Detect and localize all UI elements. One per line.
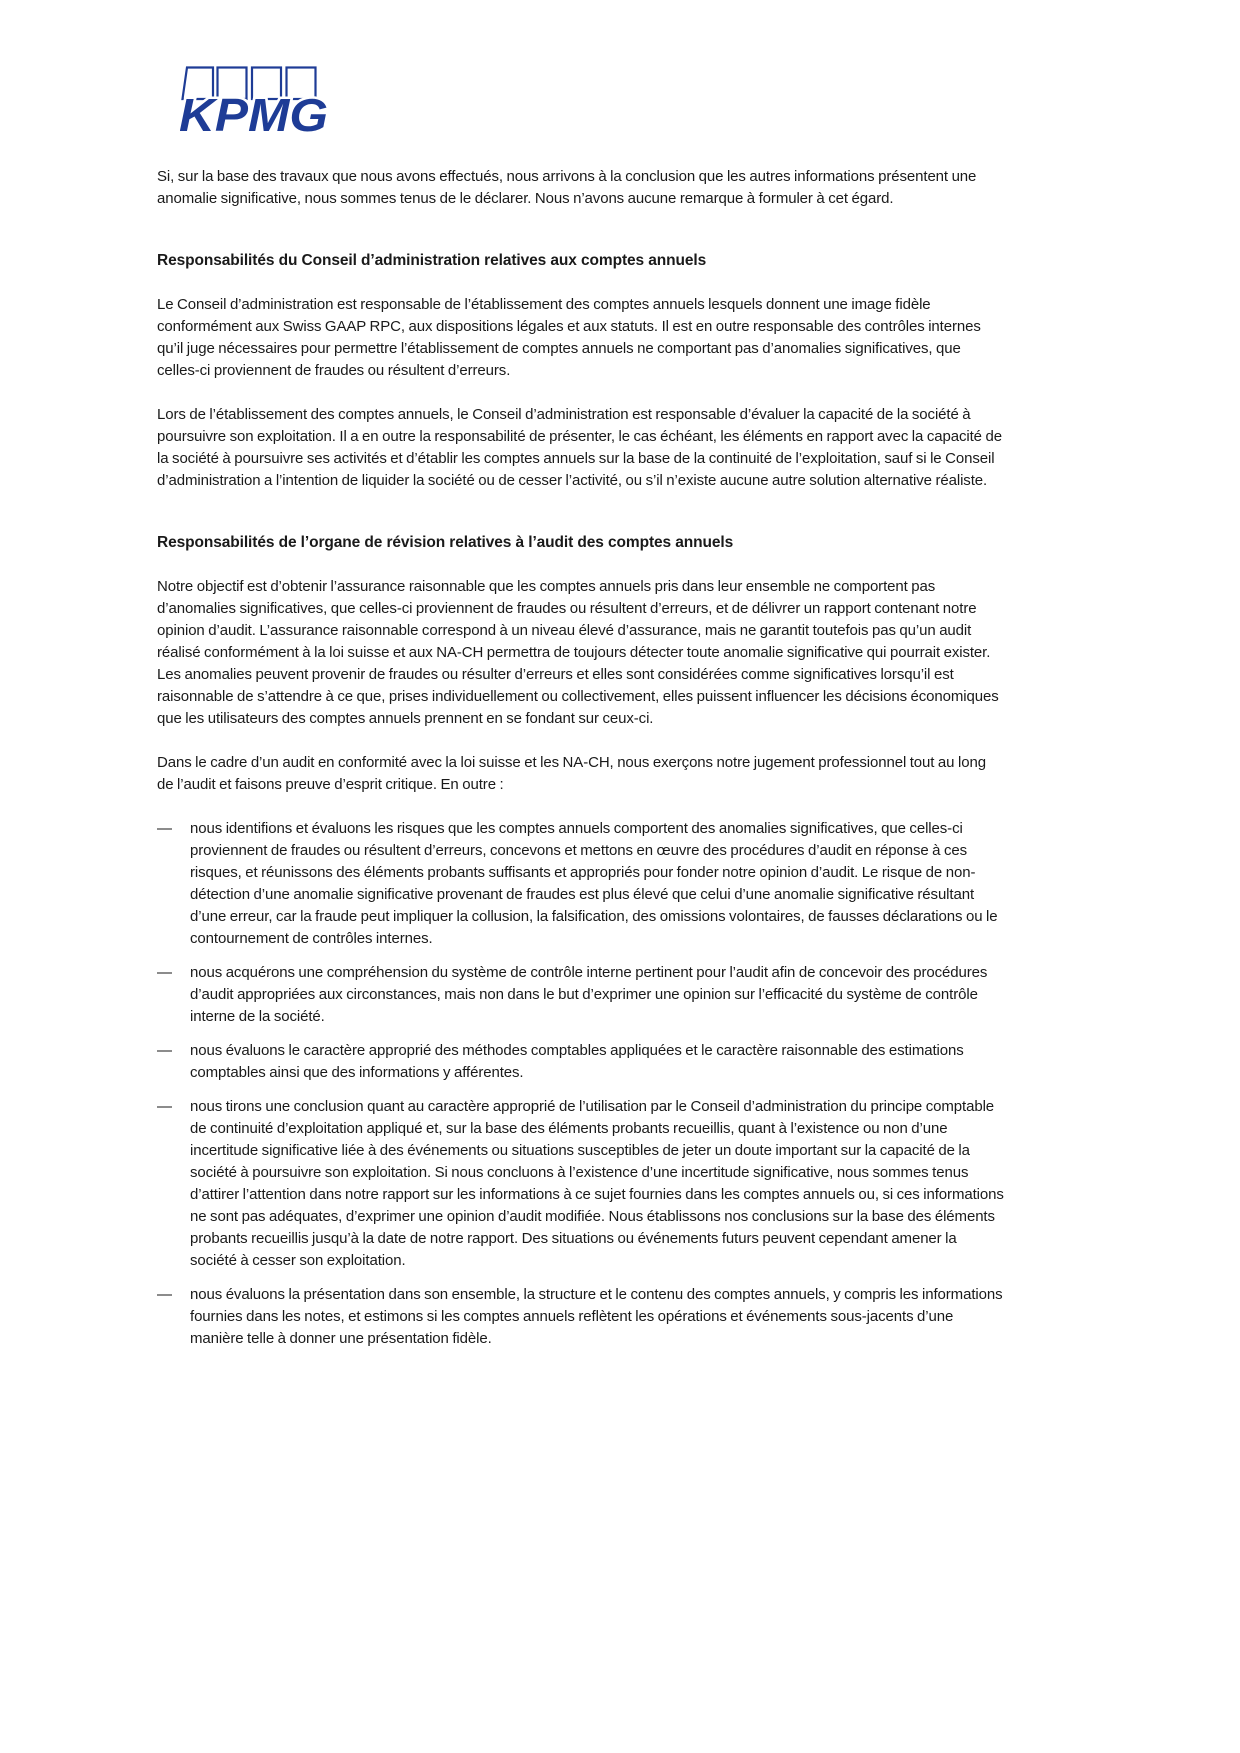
dash-marker: — — [157, 1098, 172, 1115]
list-item — [157, 1096, 1005, 1272]
auditor-paragraph-1: Notre objectif est d’obtenir l’assurance raisonnable que les comptes annuels pris dans leur ensemble ne comportent pas d’anomalies significatives, que celles-ci proviennent de fraudes ou résultent d’erreurs, et de délivrer un rapport contenant notre opinion d’audit. L’assurance raisonnable correspond à un niveau élevé d’assurance, mais ne garantit toutefois pas qu’un audit réalisé conformément à la loi suisse et aux NA-CH permettra de toujours détecter toute anomalie significative qui pourrait exister. Les anomalies peuvent provenir de fraudes ou résulter d’erreurs et elles sont considérées comme significatives lorsqu’il est raisonnable de s’attendre à ce que, prises individuellement ou collectivement, elles puissent influencer les décisions économiques que les utilisateurs des comptes annuels prennent en se fondant sur ceux-ci. — [157, 578, 999, 727]
intro-paragraph: Si, sur la base des travaux que nous avons effectués, nous arrivons à la conclusion que les autres informations présentent une anomalie significative, nous sommes tenus de le déclarer. Nous n’avons aucune remarque à formuler à cet égard. — [157, 168, 977, 207]
kpmg-logo-text: KPMG — [180, 89, 328, 136]
board-paragraph-2: Lors de l’établissement des comptes annuels, le Conseil d’administration est responsable d’évaluer la capacité de la société à poursuivre son exploitation. Il a en outre la responsabilité de présenter, le cas échéant, les éléments en rapport avec la capacité de la société à poursuivre ses activités et d’établir les comptes annuels sur la base de la continuité de l’exploitation, sauf si le Conseil d’administration a l’intention de liquider la société ou de cesser l’activité, ou s’il n’existe aucune autre solution alternative réaliste. — [157, 406, 1002, 489]
dash-marker: — — [157, 1286, 172, 1303]
board-paragraph-1: Le Conseil d’administration est responsable de l’établissement des comptes annuels lesquels donnent une image fidèle conformément aux Swiss GAAP RPC, aux dispositions légales et aux statuts. Il est en outre responsable des contrôles internes qu’il juge nécessaires pour permettre l’établissement de comptes annuels ne comportant pas d’anomalies significatives, que celles-ci proviennent de fraudes ou résultent d’erreurs. — [157, 296, 981, 379]
list-item-text: nous identifions et évaluons les risques que les comptes annuels comportent des anomalies significatives, que celles-ci proviennent de fraudes ou résultent d’erreurs, concevons et mettons en œuvre des procédures d’audit en réponse à ces risques, et réunissons des éléments probants suffisants et appropriés pour fonder notre opinion d’audit. Le risque de non-détection d’une anomalie significative provenant de fraudes est plus élevé que celui d’une anomalie significative résultant d’une erreur, car la fraude peut impliquer la collusion, la falsification, des omissions volontaires, de fausses déclarations ou le contournement de contrôles internes. — [190, 820, 998, 947]
list-item — [157, 818, 1005, 950]
list-item — [157, 962, 1005, 1028]
dash-marker: — — [157, 820, 172, 837]
list-item-text: nous évaluons le caractère approprié des méthodes comptables appliquées et le caractère raisonnable des estimations comptables ainsi que des informations y afférentes. — [190, 1042, 964, 1081]
document-content — [157, 0, 1005, 1362]
audit-procedures-list — [157, 818, 1005, 1350]
dash-marker: — — [157, 1042, 172, 1059]
heading-auditor-responsibilities: Responsabilités de l’organe de révision relatives à l’audit des comptes annuels — [157, 534, 734, 551]
auditor-paragraph-2: Dans le cadre d’un audit en conformité avec la loi suisse et les NA-CH, nous exerçons notre jugement professionnel tout au long de l’audit et faisons preuve d’esprit critique. En outre : — [157, 754, 986, 793]
dash-marker: — — [157, 964, 172, 981]
heading-board-responsibilities: Responsabilités du Conseil d’administration relatives aux comptes annuels — [157, 252, 707, 269]
list-item — [157, 1284, 1005, 1350]
list-item-text: nous tirons une conclusion quant au caractère approprié de l’utilisation par le Conseil d’administration du principe comptable de continuité d’exploitation appliqué et, sur la base des éléments probants recueillis, quant à l’existence ou non d’une incertitude significative liée à des événements ou situations susceptibles de jeter un doute important sur la capacité de la société à poursuivre son exploitation. Si nous concluons à l’existence d’une incertitude significative, nous sommes tenus d’attirer l’attention dans notre rapport sur les informations à ce sujet fournies dans les comptes annuels ou, si ces informations ne sont pas adéquates, d’exprimer une opinion d’audit modifiée. Nous établissons nos conclusions sur la base des éléments probants recueillis jusqu’à la date de notre rapport. Des situations ou événements futurs peuvent cependant amener la société à cesser son exploitation. — [190, 1098, 1004, 1269]
list-item — [157, 1040, 1005, 1084]
list-item-text: nous acquérons une compréhension du système de contrôle interne pertinent pour l’audit afin de concevoir des procédures d’audit appropriées aux circonstances, mais non dans le but d’exprimer une opinion sur l’efficacité du système de contrôle interne de la société. — [190, 964, 988, 1025]
list-item-text: nous évaluons la présentation dans son ensemble, la structure et le contenu des comptes annuels, y compris les informations fournies dans les notes, et estimons si les comptes annuels reflètent les opérations et événements sous-jacents d’une manière telle à donner une présentation fidèle. — [190, 1286, 1003, 1347]
